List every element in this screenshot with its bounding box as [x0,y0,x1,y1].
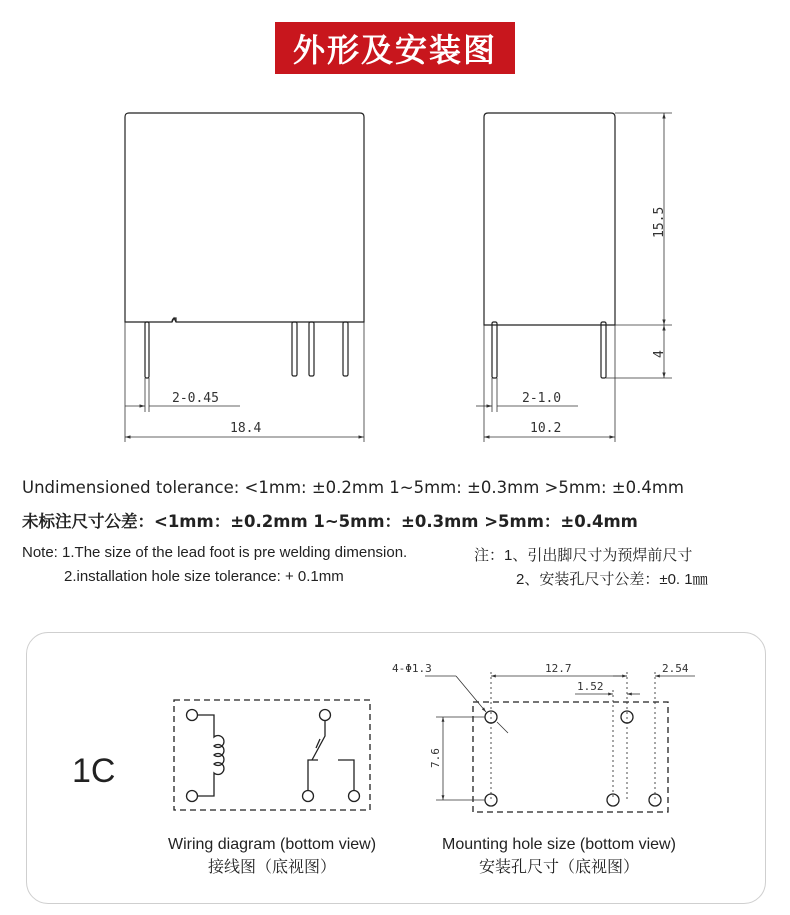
mounting-caption-en: Mounting hole size (bottom view) [442,836,676,853]
wiring-caption-cn: 接线图（底视图） [207,859,336,876]
span-dim: 12.7 [545,662,572,675]
note-en-2: 2.installation hole size tolerance: + 0.1mm [64,568,344,585]
common-terminal [320,710,331,721]
mounting-caption [420,836,698,877]
tolerance-cn: 未标注尺寸公差：<1mm：±0.2mm 1~5mm：±0.3mm >5mm：±0.4mm [22,512,638,531]
tolerance-en: Undimensioned tolerance: <1mm: ±0.2mm 1~5mm: ±0.3mm >5mm: ±0.4mm [22,478,684,497]
note-cn-2: 2、安装孔尺寸公差：±0. 1㎜ [516,571,708,588]
wiring-caption-en: Wiring diagram (bottom view) [167,836,377,853]
no-terminal [349,791,360,802]
hole-dim: 4-Φ1.3 [392,662,432,675]
offset-dim: 2.54 [662,662,689,675]
nc-terminal [303,791,314,802]
side-pin-dim: 2-1.0 [522,391,562,406]
variant-label: 1C [72,752,116,790]
front-width-dim: 18.4 [230,421,262,436]
page-title: 外形及安装图 [292,31,497,69]
wiring-diagram [174,700,370,810]
vertical-dim: 7.6 [429,748,442,768]
front-pin-dim: 2-0.45 [172,391,219,406]
mount-hole [649,794,661,806]
side-pin-length-dim: 4 [652,350,667,358]
coil-terminal [187,710,198,721]
wiring-outline [174,700,370,810]
wiring-caption [150,836,394,877]
note-en-1: Note: 1.The size of the lead foot is pre welding dimension. [22,544,408,561]
mounting-dimensions [425,676,695,800]
side-height-dim: 15.5 [652,206,667,238]
coil-terminal [187,791,198,802]
mounting-diagram [473,672,668,812]
side-width-dim: 10.2 [530,421,562,436]
coil-icon [197,715,224,796]
note-cn-1: 注：1、引出脚尺寸为预焊前尺寸 [474,547,693,564]
mounting-outline [473,702,668,812]
pitch-dim: 1.52 [577,680,604,693]
switch-icon [312,721,325,760]
mount-hole [485,794,497,806]
mounting-caption-cn: 安装孔尺寸（底视图） [478,859,639,876]
